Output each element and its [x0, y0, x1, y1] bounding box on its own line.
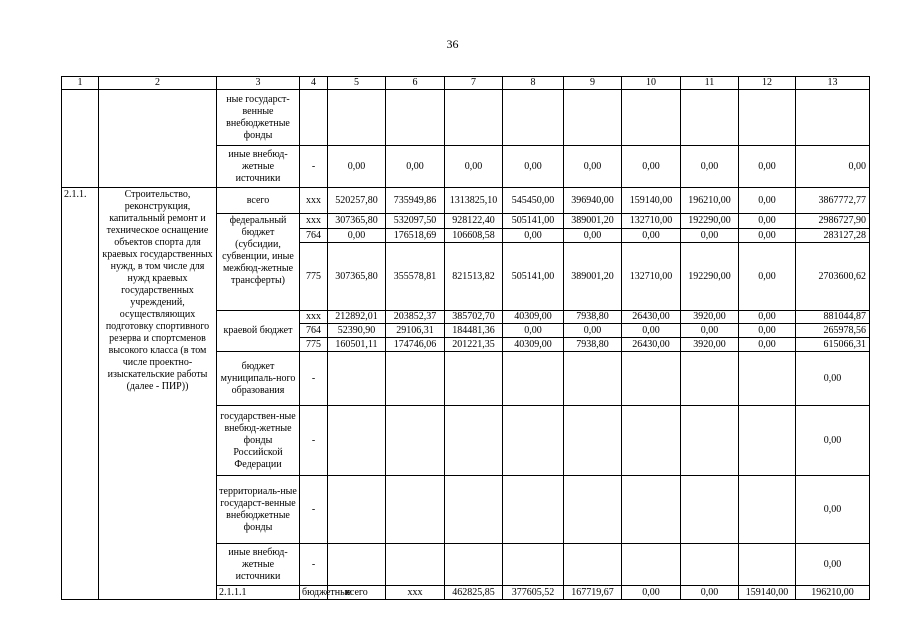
value-cell: 0,00: [739, 324, 796, 338]
value-cell: 0,00: [796, 406, 870, 476]
value-cell: [503, 406, 564, 476]
value-cell: 0,00: [564, 324, 622, 338]
value-cell: [739, 476, 796, 544]
column-header: 3: [217, 77, 300, 90]
value-cell: 2986727,90: [796, 214, 870, 229]
value-cell: [386, 476, 445, 544]
value-cell: 0,00: [681, 586, 739, 600]
value-cell: 176518,69: [386, 229, 445, 243]
column-header: 1: [62, 77, 99, 90]
value-cell: 0,00: [564, 146, 622, 188]
value-cell: 40309,00: [503, 311, 564, 324]
value-cell: 0,00: [622, 146, 681, 188]
value-cell: [503, 476, 564, 544]
value-cell: 26430,00: [622, 338, 681, 352]
value-cell: 265978,56: [796, 324, 870, 338]
value-cell: 192290,00: [681, 214, 739, 229]
value-cell: 52390,90: [328, 324, 386, 338]
value-cell: 0,00: [622, 586, 681, 600]
value-cell: 0,00: [739, 146, 796, 188]
value-cell: [796, 90, 870, 146]
value-cell: [445, 544, 503, 586]
value-cell: 462825,85: [445, 586, 503, 600]
value-cell: 0,00: [739, 311, 796, 324]
value-cell: 283127,28: [796, 229, 870, 243]
source-cell: всего: [328, 586, 386, 600]
value-cell: [503, 352, 564, 406]
code-cell: [300, 90, 328, 146]
value-cell: 377605,52: [503, 586, 564, 600]
value-cell: [503, 90, 564, 146]
code-cell: xxx: [300, 188, 328, 214]
value-cell: [564, 90, 622, 146]
value-cell: 2703600,62: [796, 243, 870, 311]
code-cell: -: [300, 544, 328, 586]
value-cell: 0,00: [503, 229, 564, 243]
value-cell: 159140,00: [622, 188, 681, 214]
value-cell: 196210,00: [796, 586, 870, 600]
value-cell: 203852,37: [386, 311, 445, 324]
value-cell: [739, 406, 796, 476]
column-header: 8: [503, 77, 564, 90]
source-cell: краевой бюджет: [217, 311, 300, 352]
value-cell: [681, 406, 739, 476]
value-cell: 3867772,77: [796, 188, 870, 214]
item-name: Строительство, реконструкция, капитальный ремонт и техническое оснащение объектов спорта для краевых государственных нужд, в том числе для нужд краевых государственных учреждений, осуществляющих подготовку спортивного резерва и спортсменов высокого класса (в том числе проектно-изыскательские работы (далее - ПИР)): [99, 188, 217, 600]
value-cell: 545450,00: [503, 188, 564, 214]
value-cell: 192290,00: [681, 243, 739, 311]
budget-table: [61, 76, 870, 600]
code-cell: 764: [300, 229, 328, 243]
value-cell: 0,00: [564, 229, 622, 243]
value-cell: 307365,80: [328, 243, 386, 311]
value-cell: 821513,82: [445, 243, 503, 311]
value-cell: 396940,00: [564, 188, 622, 214]
value-cell: [681, 476, 739, 544]
value-cell: 174746,06: [386, 338, 445, 352]
value-cell: [328, 544, 386, 586]
column-header: 5: [328, 77, 386, 90]
value-cell: [328, 476, 386, 544]
value-cell: [564, 352, 622, 406]
code-cell: -: [300, 476, 328, 544]
value-cell: 520257,80: [328, 188, 386, 214]
value-cell: [445, 476, 503, 544]
code-cell: -: [300, 352, 328, 406]
column-header: 11: [681, 77, 739, 90]
value-cell: [445, 352, 503, 406]
value-cell: 0,00: [796, 544, 870, 586]
column-header: 10: [622, 77, 681, 90]
value-cell: 40309,00: [503, 338, 564, 352]
value-cell: 0,00: [739, 188, 796, 214]
value-cell: 385702,70: [445, 311, 503, 324]
value-cell: [328, 352, 386, 406]
column-header: 2: [99, 77, 217, 90]
value-cell: [622, 476, 681, 544]
value-cell: 505141,00: [503, 214, 564, 229]
source-cell: всего: [217, 188, 300, 214]
value-cell: 0,00: [796, 352, 870, 406]
value-cell: [564, 406, 622, 476]
value-cell: [739, 90, 796, 146]
value-cell: 7938,80: [564, 338, 622, 352]
value-cell: 0,00: [386, 146, 445, 188]
page-number: 36: [446, 37, 459, 51]
value-cell: 0,00: [681, 146, 739, 188]
item-name: бюджетные: [300, 586, 328, 600]
value-cell: 3920,00: [681, 338, 739, 352]
value-cell: [622, 352, 681, 406]
value-cell: 132710,00: [622, 243, 681, 311]
code-cell: -: [300, 406, 328, 476]
value-cell: 160501,11: [328, 338, 386, 352]
value-cell: 159140,00: [739, 586, 796, 600]
value-cell: 0,00: [739, 338, 796, 352]
code-cell: 775: [300, 243, 328, 311]
value-cell: [564, 476, 622, 544]
value-cell: [386, 544, 445, 586]
value-cell: 212892,01: [328, 311, 386, 324]
value-cell: 201221,35: [445, 338, 503, 352]
table-row: [62, 77, 870, 90]
value-cell: 0,00: [796, 476, 870, 544]
value-cell: 3920,00: [681, 311, 739, 324]
value-cell: 389001,20: [564, 214, 622, 229]
value-cell: 0,00: [796, 146, 870, 188]
value-cell: 0,00: [328, 229, 386, 243]
value-cell: 0,00: [445, 146, 503, 188]
value-cell: 1313825,10: [445, 188, 503, 214]
value-cell: 0,00: [681, 229, 739, 243]
value-cell: [328, 90, 386, 146]
value-cell: 167719,67: [564, 586, 622, 600]
code-cell: xxx: [300, 311, 328, 324]
value-cell: [503, 544, 564, 586]
value-cell: 881044,87: [796, 311, 870, 324]
value-cell: [622, 90, 681, 146]
table-row: [62, 188, 870, 214]
item-number: 2.1.1.1: [217, 586, 300, 600]
code-cell: 764: [300, 324, 328, 338]
value-cell: 0,00: [739, 229, 796, 243]
source-cell: иные внебюд-жетные источники: [217, 146, 300, 188]
code-cell: xxx: [300, 214, 328, 229]
value-cell: [564, 544, 622, 586]
column-header: 13: [796, 77, 870, 90]
value-cell: 615066,31: [796, 338, 870, 352]
value-cell: 0,00: [622, 324, 681, 338]
source-cell: ные государст-венные внебюджетные фонды: [217, 90, 300, 146]
value-cell: 0,00: [503, 146, 564, 188]
source-cell: территориаль-ные государст-венные внебюджетные фонды: [217, 476, 300, 544]
value-cell: [386, 406, 445, 476]
value-cell: [445, 90, 503, 146]
value-cell: 928122,40: [445, 214, 503, 229]
table-row: [62, 90, 870, 146]
value-cell: 0,00: [739, 243, 796, 311]
source-cell: бюджет муниципаль-ного образования: [217, 352, 300, 406]
number-cell: [62, 90, 99, 188]
value-cell: 184481,36: [445, 324, 503, 338]
value-cell: 106608,58: [445, 229, 503, 243]
value-cell: [386, 352, 445, 406]
value-cell: [622, 406, 681, 476]
item-number: 2.1.1.: [62, 188, 99, 600]
value-cell: 132710,00: [622, 214, 681, 229]
code-cell: -: [300, 146, 328, 188]
column-header: 7: [445, 77, 503, 90]
value-cell: [681, 544, 739, 586]
source-cell: государствен-ные внебюд-жетные фонды Российской Федерации: [217, 406, 300, 476]
value-cell: 355578,81: [386, 243, 445, 311]
column-header: 12: [739, 77, 796, 90]
value-cell: [445, 406, 503, 476]
value-cell: 389001,20: [564, 243, 622, 311]
name-cell: [99, 90, 217, 188]
value-cell: [681, 352, 739, 406]
value-cell: 26430,00: [622, 311, 681, 324]
value-cell: 735949,86: [386, 188, 445, 214]
value-cell: [739, 352, 796, 406]
value-cell: 0,00: [681, 324, 739, 338]
value-cell: 0,00: [622, 229, 681, 243]
code-cell: xxx: [386, 586, 445, 600]
value-cell: 7938,80: [564, 311, 622, 324]
value-cell: [739, 544, 796, 586]
code-cell: 775: [300, 338, 328, 352]
value-cell: [681, 90, 739, 146]
value-cell: [328, 406, 386, 476]
value-cell: 0,00: [503, 324, 564, 338]
column-header: 4: [300, 77, 328, 90]
value-cell: 196210,00: [681, 188, 739, 214]
value-cell: 29106,31: [386, 324, 445, 338]
value-cell: 307365,80: [328, 214, 386, 229]
value-cell: [386, 90, 445, 146]
column-header: 9: [564, 77, 622, 90]
value-cell: 505141,00: [503, 243, 564, 311]
table-body: [62, 77, 870, 600]
value-cell: [622, 544, 681, 586]
column-header: 6: [386, 77, 445, 90]
source-cell: иные внебюд-жетные источники: [217, 544, 300, 586]
value-cell: 532097,50: [386, 214, 445, 229]
source-cell: федеральный бюджет (субсидии, субвенции, иные межбюд-жетные трансферты): [217, 214, 300, 311]
value-cell: 0,00: [328, 146, 386, 188]
value-cell: 0,00: [739, 214, 796, 229]
